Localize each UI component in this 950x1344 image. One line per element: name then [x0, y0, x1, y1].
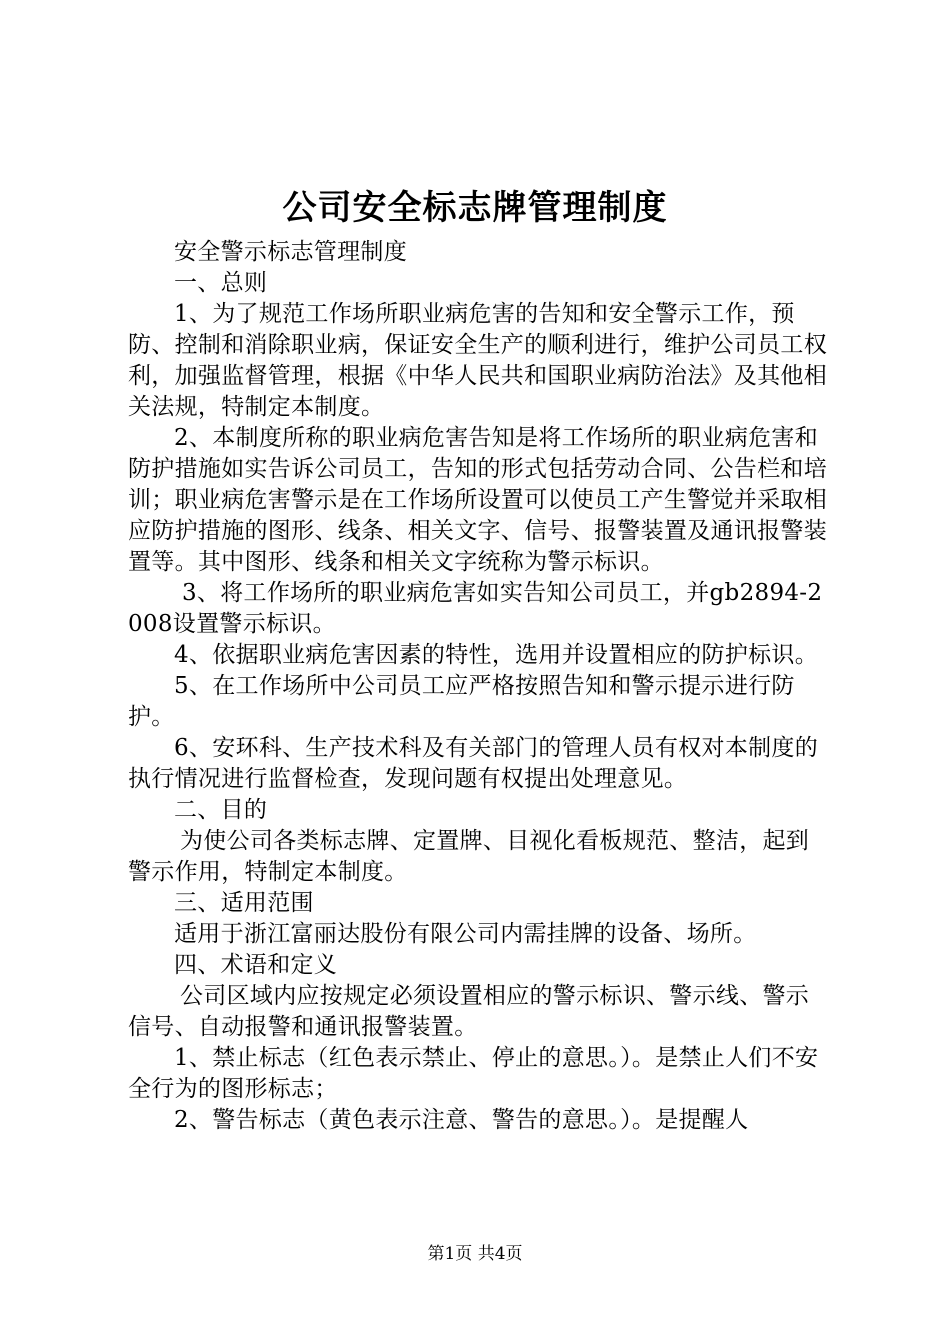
paragraph: 1、禁止标志（红色表示禁止、停止的意思。）。是禁止人们不安全行为的图形标志； — [128, 1045, 819, 1102]
section-heading: 二、目的 — [174, 797, 268, 823]
document-title: 公司安全标志牌管理制度 — [282, 188, 668, 228]
section-heading: 四、术语和定义 — [174, 952, 338, 978]
paragraph: 为使公司各类标志牌、定置牌、目视化看板规范、整洁，起到警示作用，特制定本制度。 — [128, 828, 810, 885]
page-footer: 第1页 共4页 — [427, 1244, 523, 1264]
section-heading: 一、总则 — [174, 270, 268, 296]
paragraph: 2、本制度所称的职业病危害告知是将工作场所的职业病危害和防护措施如实告诉公司员工，告知的形式包括劳动合同、公告栏和培训；职业病危害警示是在工作场所设置可以使员工产生警觉并采取相应防护措施的图形、线条、相关文字、信号、报警装置及通讯报警装置等。其中图形、线条和相关文字统称为警示标识。 — [128, 425, 827, 575]
paragraph: 4、依据职业病危害因素的特性，选用并设置相应的防护标识。 — [174, 642, 819, 668]
paragraph: 适用于浙江富丽达股份有限公司内需挂牌的设备、场所。 — [174, 921, 757, 947]
section-heading: 三、适用范围 — [174, 890, 314, 916]
paragraph: 5、在工作场所中公司员工应严格按照告知和警示提示进行防护。 — [128, 673, 795, 730]
paragraph: 2、警告标志（黄色表示注意、警告的意思。）。是提醒人 — [174, 1107, 749, 1133]
paragraph: 1、为了规范工作场所职业病危害的告知和安全警示工作，预防、控制和消除职业病，保证安全生产的顺利进行，维护公司员工权利，加强监督管理，根据《中华人民共和国职业病防治法》及其他相关法规，特制定本制度。 — [128, 301, 827, 420]
paragraph: 安全警示标志管理制度 — [174, 239, 407, 265]
paragraph: 6、安环科、生产技术科及有关部门的管理人员有权对本制度的执行情况进行监督检查，发现问题有权提出处理意见。 — [128, 735, 819, 792]
paragraph: 3、将工作场所的职业病危害如实告知公司员工，并gb2894-2008设置警示标识。 — [128, 580, 823, 637]
paragraph: 公司区域内应按规定必须设置相应的警示标识、警示线、警示信号、自动报警和通讯报警装置。 — [128, 983, 810, 1040]
document-body — [128, 237, 830, 1136]
